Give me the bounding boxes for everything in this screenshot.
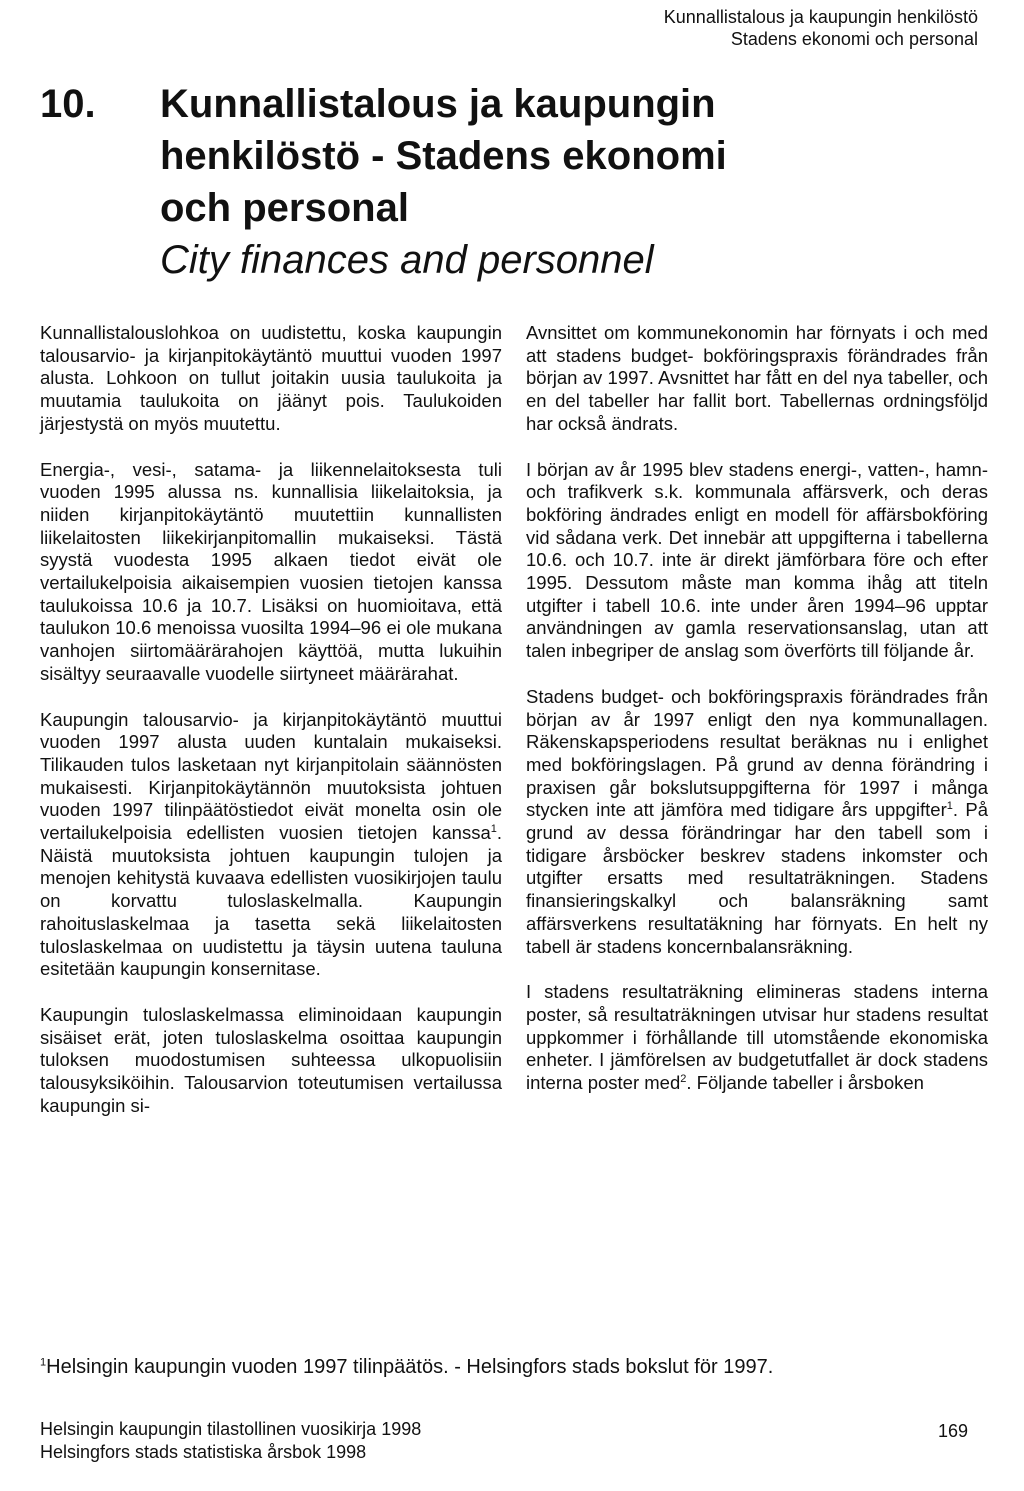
chapter-title-line-2: henkilöstö - Stadens ekonomi	[160, 134, 727, 178]
swedish-paragraph-4-text-b: . Följande tabeller i årsboken	[686, 1072, 924, 1094]
swedish-paragraph-3-text-a: Stadens budget- och bokföringspraxis förändrades från början av år 1997 enligt den nya kommunallagen. Räkenskapsperiodens resultat beräknas nu i enlighet med bokföringslagen. På grund av denna förändring i praxisen går bokslutsuppgifterna för 1997 i många stycken inte att jämföra med tidigare års uppgifter	[526, 685, 988, 821]
footer-publication-finnish: Helsingin kaupungin tilastollinen vuosikirja 1998	[40, 1419, 422, 1439]
chapter-number: 10.	[40, 82, 96, 126]
finnish-paragraph-3	[40, 709, 502, 981]
chapter-title-line-1: Kunnallistalous ja kaupungin	[160, 82, 716, 126]
chapter-titles	[160, 78, 980, 286]
page-number: 169	[937, 1421, 968, 1441]
body-columns	[40, 322, 988, 1141]
finnish-paragraph-2: Energia-, vesi-, satama- ja liikennelaitoksesta tuli vuoden 1995 alussa ns. kunnallisia liikelaitoksia, ja niiden kirjanpitokäytäntö muutettiin kunnallisten liikelaitosten liikekirjanpitomallin mukaiseksi. Tästä syystä vuodesta 1995 alkaen tiedot eivät ole vertailukelpoisia aikaisempien vuosien tietojen kanssa taulukoissa 10.6 ja 10.7. Lisäksi on huomioitava, että taulukon 10.6 menoissa vuosilta 1994–96 ei ole mukana vanhojen siirtomäärärahojen käyttöä, mutta lukuihin sisältyy seuraavalle vuodelle siirtyneet määrärahat.	[40, 458, 502, 684]
footnote-reference: 1	[946, 800, 953, 813]
footer-publication	[40, 1418, 980, 1464]
finnish-paragraph-4: Kaupungin tuloslaskelmassa eliminoidaan kaupungin sisäiset erät, joten tuloslaskelma osoittaa kaupungin tuloksen muodostumisen suhteessa ulkopuolisiin talousyksiköihin. Talousarvion toteutumisen vertailussa kaupungin si-	[40, 1003, 502, 1116]
chapter-subtitle-english: City finances and personnel	[160, 238, 654, 282]
swedish-paragraph-4-text-a: I stadens resultaträkning elimineras stadens interna poster, så resultaträkningen utvisar hur stadens resultat uppkommer i förhållande till utomstående ekonomiska enheter. I jämförelsen av budgetutfallet är dock stadens interna poster med	[526, 981, 988, 1094]
finnish-paragraph-3-text-b: . Näistä muutoksista johtuen kaupungin tulojen ja menojen kehitystä kuvaava edellisten vuosikirjojen taulu on korvattu tuloslaskelmalla. Kaupungin rahoituslaskelmaa ja tasetta sekä liikelaitosten tuloslaskelmaa on uudistettu ja täysin uutena tauluna esitetään kaupungin konsernitase.	[40, 822, 502, 980]
running-header	[664, 6, 978, 50]
swedish-paragraph-4	[526, 981, 988, 1095]
running-header-swedish: Stadens ekonomi och personal	[730, 29, 978, 49]
swedish-paragraph-2: I början av år 1995 blev stadens energi-, vatten-, hamn- och trafikverk s.k. kommunala affärsverk, och deras bokföring ändrades enligt en modell för affärsbokföring vid sådana verk. Det innebär att uppgifterna i tabellerna 10.6. och 10.7. inte är direkt jämförbara före och efter 1995. Dessutom måste man komma ihåg att titeln utgifter i tabell 10.6. inte under åren 1994–96 upptar användningen av gamla reservationsanslag, utan att talen inbegriper de anslag som överförts till följande år.	[526, 458, 988, 662]
finnish-paragraph-3-text-a: Kaupungin talousarvio- ja kirjanpitokäytäntö muuttui vuoden 1997 alusta uuden kuntalain mukaiseksi. Tilikauden tulos lasketaan nyt kirjanpitolain säännösten mukaisesti. Kirjanpitokäytännön muutoksista johtuen vuoden 1997 tilinpäätöstiedot eivät monelta osin ole vertailukelpoisia edellisten vuosien tietojen kanssa	[40, 708, 502, 844]
footnote-reference: 1	[490, 822, 497, 835]
swedish-paragraph-3	[526, 686, 988, 958]
footnote-reference: 2	[680, 1072, 687, 1085]
chapter-title-line-3: och personal	[160, 186, 409, 230]
footer-publication-swedish: Helsingfors stads statistiska årsbok 1998	[40, 1442, 367, 1462]
running-header-finnish: Kunnallistalous ja kaupungin henkilöstö	[663, 7, 978, 27]
finnish-column	[40, 322, 502, 1141]
footnote-text: Helsingin kaupungin vuoden 1997 tilinpäätös. - Helsingfors stads bokslut för 1997.	[46, 1356, 774, 1378]
swedish-column	[526, 322, 988, 1141]
swedish-paragraph-3-text-b: . På grund av dessa förändringar har den tabell som i tidigare årsböcker beskrev stadens inkomster och utgifter ersatts med resultaträkningen. Stadens finansieringskalkyl och balansräkning samt affärsverkens resultatäkning har förnyats. En helt ny tabell är stadens koncernbalansräkning.	[526, 799, 988, 957]
finnish-paragraph-1: Kunnallistalouslohkoa on uudistettu, koska kaupungin talousarvio- ja kirjanpitokäytäntö muuttui vuoden 1997 alusta. Lohkoon on tullut joitakin uusia taulukoita ja muutamia taulukoita on jäänyt pois. Taulukoiden järjestystä on myös muutettu.	[40, 322, 502, 434]
footnote	[40, 1354, 980, 1380]
footnote-marker: 1	[40, 1356, 47, 1369]
swedish-paragraph-1: Avnsittet om kommunekonomin har förnyats i och med att stadens budget- bokföringspraxis förändrades från början av 1997. Avsnittet har fått en del nya tabeller, och en del tabeller har fallit bort. Tabellernas ordningsföljd har också ändrats.	[526, 322, 988, 434]
page-footer	[40, 1418, 980, 1464]
